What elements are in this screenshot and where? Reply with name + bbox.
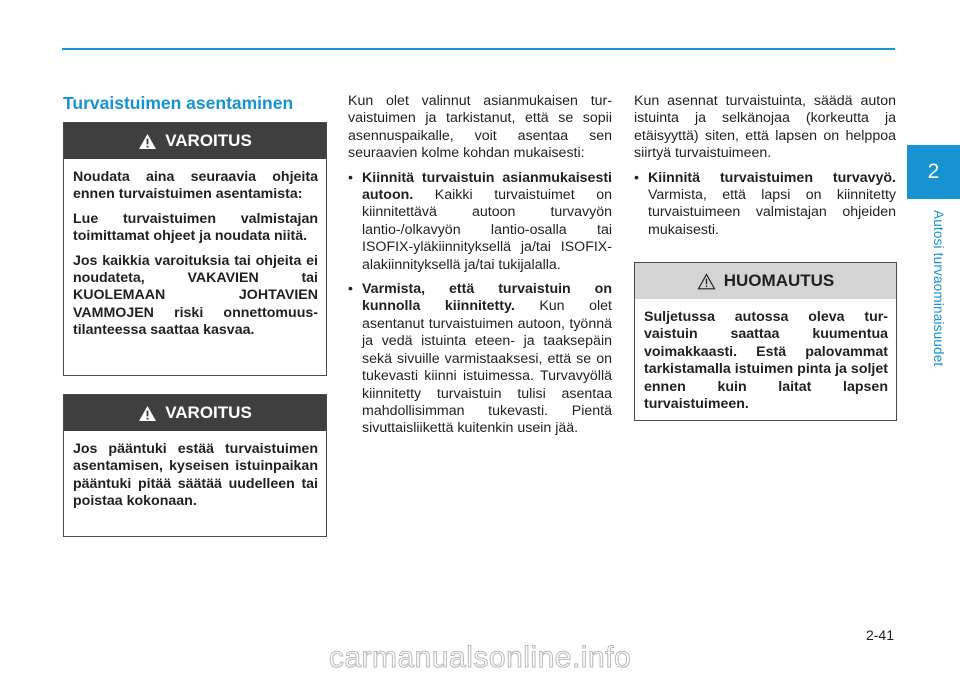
warning1-paragraph-3: Jos kaikkia varoituksia tai ohjeita ei noudateta, VAKAVIEN tai KUOLEMAAN JOHTAVIEN VAMMOJEN riski onnettomuustilanteessa saattaa kasvaa. [73,252,318,339]
list-item [348,170,612,274]
bullet-lead: Varmista, että turvaistuin on kunnolla kiinnitetty. [362,281,612,315]
warning-body-2 [64,431,326,511]
right-column [634,93,896,246]
warning-title-2: VAROITUS [165,403,252,422]
chapter-number: 2 [927,160,940,183]
caution-triangle-icon [697,273,716,290]
middle-column [348,93,612,445]
warning2-paragraph-1: Jos pääntuki estää turvaistuimen asentamisen, kyseisen istuinpaikan pääntuki pitää säätää uudelleen tai poistaa kokonaan. [73,441,318,510]
middle-list [348,170,612,438]
chapter-tab [907,145,960,199]
watermark[interactable]: carmanualsonline.info [328,641,632,674]
notice-body [635,299,896,413]
warning-title-1: VAROITUS [165,131,252,150]
bullet-text: Varmista, että lapsi on kiinnitetty turvaistuimeen valmistajan ohjeiden mukaisesti. [648,187,896,238]
warning-header-1 [64,123,326,159]
notice-paragraph-1: Suljetussa autossa oleva turvaistuin saattaa kuumentua voimakkaasti. Estä palovammat tarkistamalla istuimen pinta ja soljet ennen kuin laitat lapsen turvaistuimeen. [644,309,888,413]
section-title: Turvaistuimen asentaminen [63,93,294,113]
page-number: 2-41 [865,627,894,643]
bullet-text: Kaikki turvaistuimet on kiinnitettävä autoon turvavyön lantio-/olkavyön lantio-osalla tai ISOFIX-yläkiinnityksellä ja/tai ISOFIX-alakiinnityksellä ja/tai tukijalalla. [362,187,612,273]
right-intro: Kun asennat turvaistuinta, säädä auton istuinta ja selkänojaa (korkeutta ja etäisyyttä) siten, että lapsen on helppoa siirtyä turvaistuimeen. [634,93,896,162]
list-item [634,170,896,240]
notice-title: HUOMAUTUS [723,271,835,290]
bullet-lead: Kiinnitä turvaistuin asianmukaisesti autoon. [362,169,612,204]
warning-box-1 [63,122,327,376]
middle-intro: Kun olet valinnut asianmukaisen turvaistuimen ja tarkistanut, että se sopii asennuspaikalle, voit asentaa sen seuraavien kolme kohdan mukaisesti: [348,93,612,162]
top-rule [62,48,895,50]
bullet-lead: Kiinnitä turvaistuimen turvavyö. [648,169,896,186]
list-item [348,281,612,438]
warning-box-2 [63,394,327,537]
warning-header-2 [64,395,326,431]
warning-body-1 [64,159,326,340]
bullet-text: Kun olet asentanut turvaistuimen autoon, työnnä ja vedä istuinta eteen- ja taaksepäin sekä sivuille varmistaaksesi, että se on tukevasti kiinni istuimessa. Turvavyöllä kiinnitetty turvaistuin tulisi asentaa mahdollisimman tukevasti. Pientä sivuttaisliikettä kuitenkin usein jää. [362,298,612,437]
notice-header [635,263,896,299]
warning-triangle-icon [138,405,157,422]
warning1-paragraph-2: Lue turvaistuimen valmistajan toimittamat ohjeet ja noudata niitä. [73,210,318,245]
chapter-title: Autosi turvaominaisuudet [931,210,946,367]
warning-triangle-icon [138,133,157,150]
notice-box [634,262,897,421]
warning1-paragraph-1: Noudata aina seuraavia ohjeita ennen turvaistuimen asentamista: [73,169,318,203]
right-list [634,170,896,240]
